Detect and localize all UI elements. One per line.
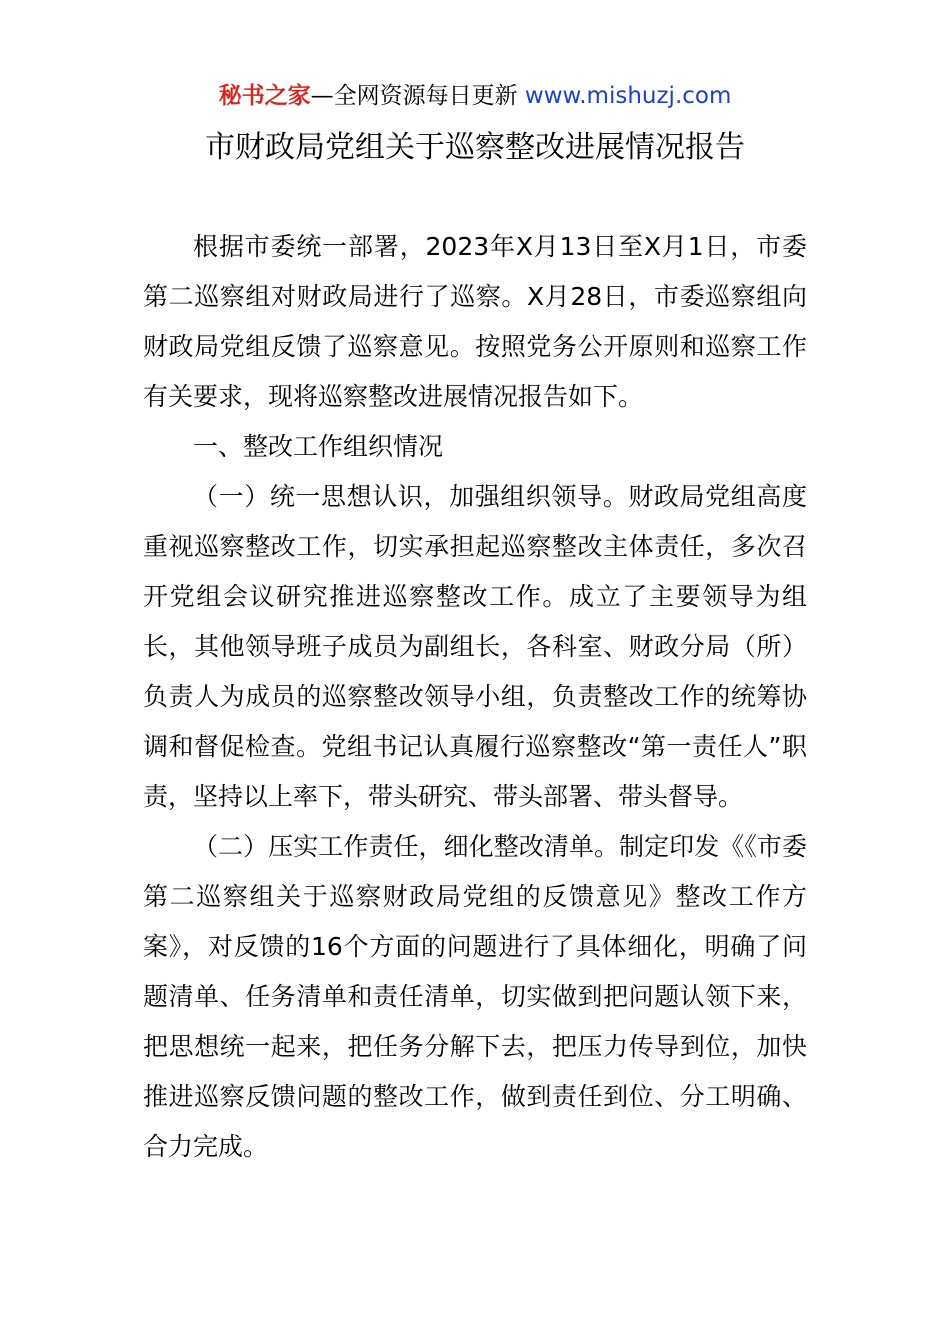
header-slogan: —全网资源每日更新 — [310, 83, 518, 109]
document-title: 市财政局党组关于巡察整改进展情况报告 — [205, 130, 745, 165]
paragraph-2: （二）压实工作责任，细化整改清单。制定印发《《市委第二巡察组关于巡察财政局党组的反馈意见》整改工作方案》，对反馈的16个方面的问题进行了具体细化，明确了问题清单、任务清单和责任清单，切实做到把问题认领下来，把思想统一起来，把任务分解下去，把压力传导到位，加快推进巡察反馈问题的整改工作，做到责任到位、分工明确、合力完成。 — [143, 832, 807, 1161]
watermark-header — [0, 80, 950, 112]
site-link[interactable]: www.mishuzj.com — [524, 83, 732, 109]
brand-name: 秘书之家 — [218, 83, 311, 109]
section-heading: 一、整改工作组织情况 — [193, 432, 444, 461]
intro-paragraph: 根据市委统一部署，2023年X月13日至X月1日，市委第二巡察组对财政局进行了巡察。X月28日，市委巡察组向财政局党组反馈了巡察意见。按照党务公开原则和巡察工作有关要求，现将巡察整改进展情况报告如下。 — [143, 232, 807, 411]
paragraph-1: （一）统一思想认识，加强组织领导。财政局党组高度重视巡察整改工作，切实承担起巡察整改主体责任，多次召开党组会议研究推进巡察整改工作。成立了主要领导为组长，其他领导班子成员为副组长，各科室、财政分局（所）负责人为成员的巡察整改领导小组，负责整改工作的统筹协调和督促检查。党组书记认真履行巡察整改“第一责任人”职责，坚持以上率下，带头研究、带头部署、带头督导。 — [143, 482, 807, 811]
document-body — [143, 222, 807, 1172]
